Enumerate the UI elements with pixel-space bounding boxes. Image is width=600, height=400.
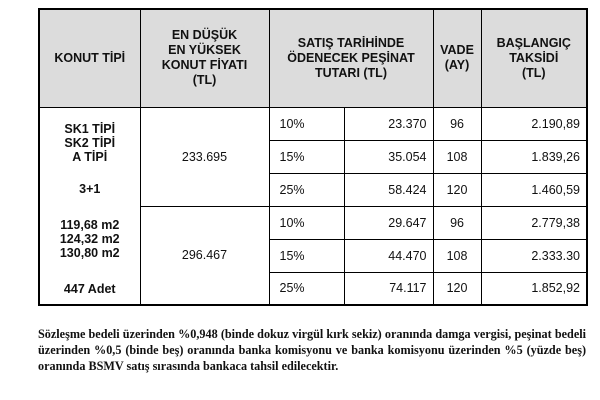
- table-row: [39, 107, 587, 140]
- installment-cell: 1.839,26: [481, 140, 587, 173]
- header-row: [39, 9, 587, 107]
- spacer: [40, 260, 140, 282]
- rate-cell: 15%: [269, 239, 344, 272]
- installment-cell: 2.333.30: [481, 239, 587, 272]
- header-vade-line-2: (AY): [444, 58, 470, 73]
- header-vade-line-1: VADE: [440, 43, 474, 58]
- term-cell: 108: [433, 140, 481, 173]
- konut-room-count: 3+1: [79, 181, 101, 196]
- amount-cell: 44.470: [344, 239, 433, 272]
- konut-info-cell: [39, 107, 140, 305]
- konut-area-3: 130,80 m2: [59, 245, 120, 260]
- amount-cell: 74.117: [344, 272, 433, 305]
- spacer: [40, 196, 140, 218]
- header-pesinat-line-1: SATIŞ TARİHİNDE: [297, 35, 405, 50]
- header-vade: [433, 9, 481, 107]
- header-konut-tipi: [39, 9, 140, 107]
- installment-cell: 1.460,59: [481, 173, 587, 206]
- header-konut-tipi-text: KONUT TİPİ: [54, 50, 126, 65]
- header-taksit-line-3: (TL): [521, 65, 546, 80]
- footnote-text: Sözleşme bedeli üzerinden %0,948 (binde dokuz virgül kırk sekiz) oranında damga vergisi, peşinat bedeli üzerinden %0,5 (binde beş) oranında banka komisyonu ve banka komisyonu üzerinden %5 (yüzde beş) oranında BSMV satış sırasında bankaca tahsil edilecektir.: [38, 327, 586, 373]
- konut-area-1: 119,68 m2: [60, 217, 120, 232]
- konut-area-2: 124,32 m2: [59, 231, 120, 246]
- term-cell: 120: [433, 272, 481, 305]
- konut-type-sk1: SK1 TİPİ: [64, 121, 116, 136]
- term-cell: 96: [433, 107, 481, 140]
- konut-type-a: A TİPİ: [72, 149, 108, 164]
- header-fiyat-line-4: (TL): [192, 73, 217, 88]
- rate-cell: 10%: [269, 107, 344, 140]
- header-fiyat-line-2: EN YÜKSEK: [168, 43, 241, 58]
- amount-cell: 29.647: [344, 206, 433, 239]
- amount-cell: 35.054: [344, 140, 433, 173]
- konut-type-sk2: SK2 TİPİ: [64, 135, 116, 150]
- header-pesinat-tutari: [269, 9, 433, 107]
- term-cell: 96: [433, 206, 481, 239]
- payment-plan-table-wrapper: [38, 8, 586, 305]
- amount-cell: 58.424: [344, 173, 433, 206]
- term-cell: 120: [433, 173, 481, 206]
- price-cell-group-1: 233.695: [140, 107, 269, 206]
- rate-cell: 25%: [269, 272, 344, 305]
- amount-cell: 23.370: [344, 107, 433, 140]
- installment-cell: 2.779,38: [481, 206, 587, 239]
- header-taksit-line-2: TAKSİDİ: [509, 50, 559, 65]
- header-taksit-line-1: BAŞLANGIÇ: [496, 35, 571, 50]
- konut-unit-count: 447 Adet: [63, 281, 116, 296]
- header-pesinat-line-2: ÖDENECEK PEŞİNAT: [287, 50, 415, 65]
- payment-plan-table: [38, 8, 588, 306]
- header-fiyat-line-1: EN DÜŞÜK: [171, 28, 238, 43]
- installment-cell: 2.190,89: [481, 107, 587, 140]
- header-baslangic-taksidi: [481, 9, 587, 107]
- header-konut-fiyati: [140, 9, 269, 107]
- spacer: [40, 164, 140, 182]
- installment-cell: 1.852,92: [481, 272, 587, 305]
- price-cell-group-2: 296.467: [140, 206, 269, 305]
- header-fiyat-line-3: KONUT FİYATI: [161, 58, 248, 73]
- term-cell: 108: [433, 239, 481, 272]
- rate-cell: 25%: [269, 173, 344, 206]
- rate-cell: 10%: [269, 206, 344, 239]
- rate-cell: 15%: [269, 140, 344, 173]
- header-pesinat-line-3: TUTARI (TL): [315, 65, 387, 80]
